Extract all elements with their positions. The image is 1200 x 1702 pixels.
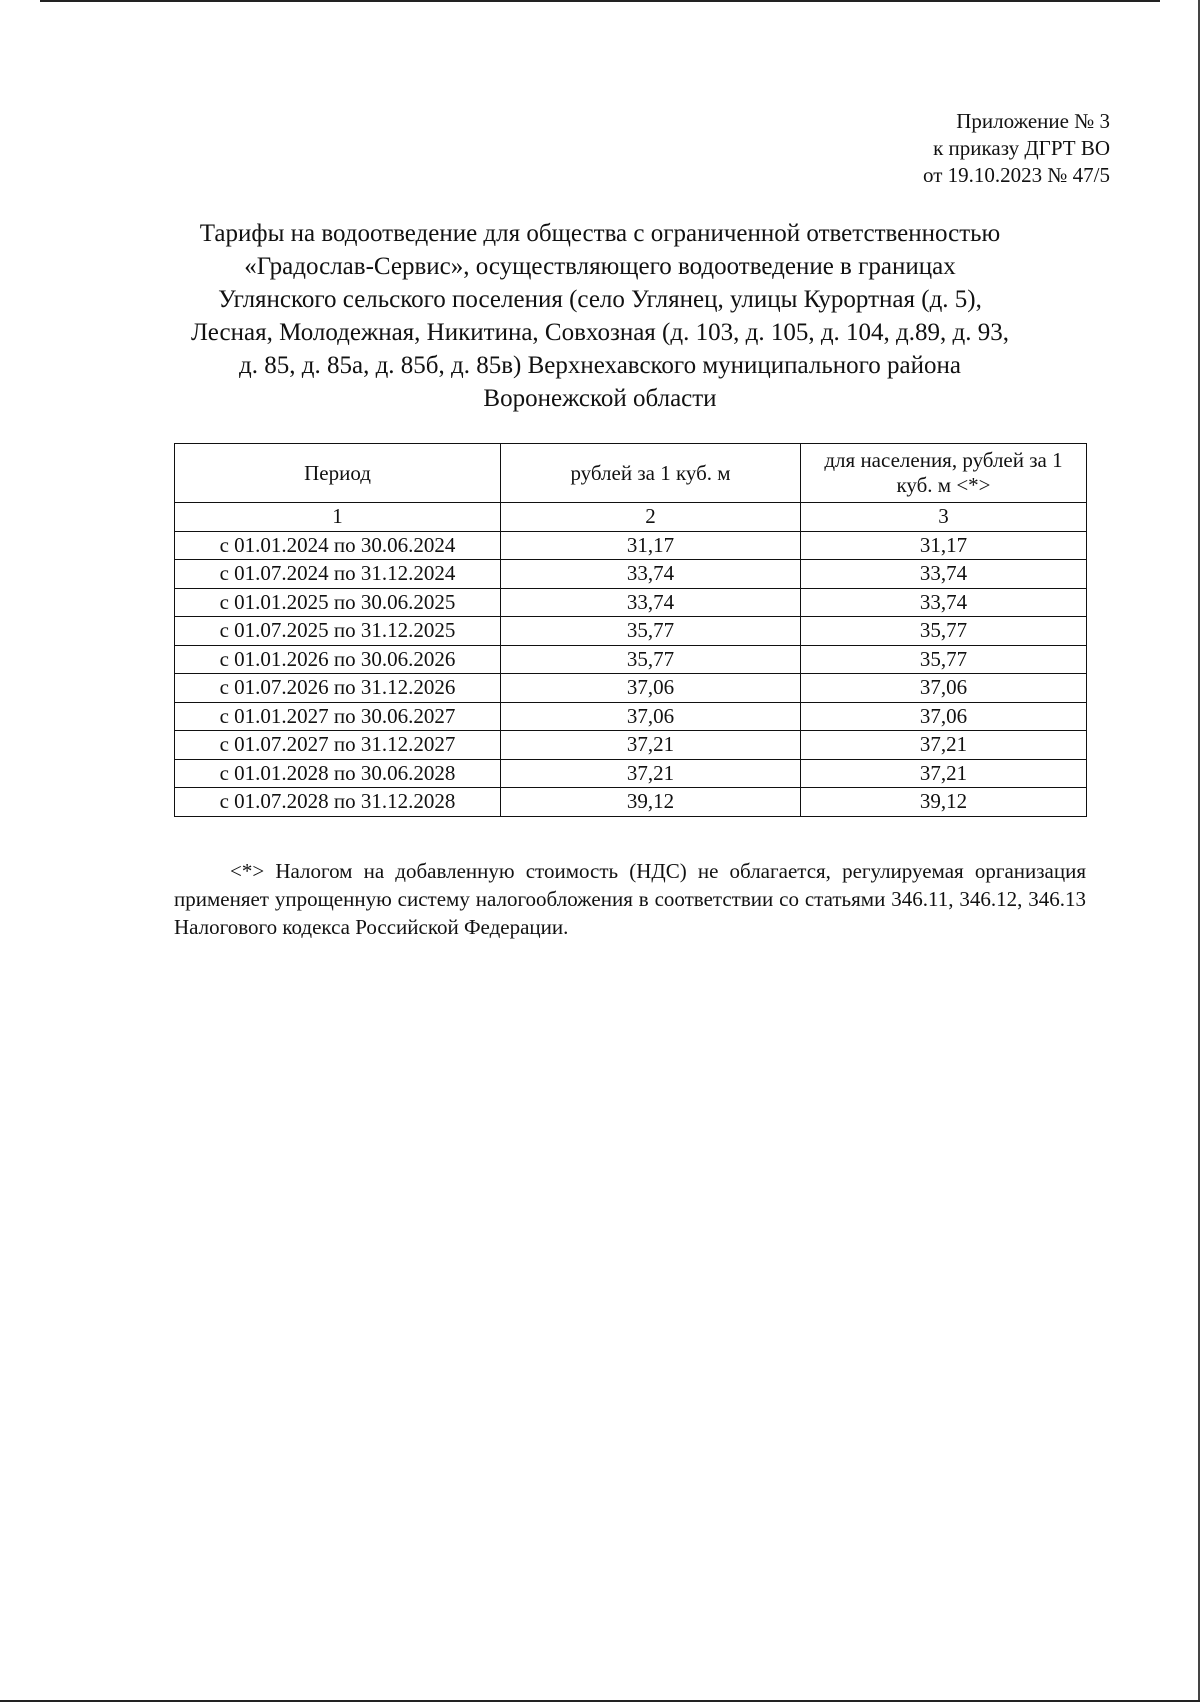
population-rate-cell: 35,77 [801,645,1087,674]
title-line-5: д. 85, д. 85а, д. 85б, д. 85в) Верхнехавского муниципального района [239,352,961,379]
population-rate-cell: 37,21 [801,731,1087,760]
document-title [150,217,1050,415]
tariff-table [174,443,1087,817]
period-cell: с 01.01.2026 по 30.06.2026 [175,645,501,674]
rate-cell: 37,06 [501,674,801,703]
population-rate-cell: 37,06 [801,674,1087,703]
rate-cell: 33,74 [501,588,801,617]
table-row [175,617,1087,646]
column-number: 2 [501,503,801,532]
rate-cell: 39,12 [501,788,801,817]
rate-cell: 37,21 [501,759,801,788]
table-row [175,731,1087,760]
period-cell: с 01.01.2027 по 30.06.2027 [175,702,501,731]
title-line-2: «Градослав-Сервис», осуществляющего водоотведение в границах [244,253,956,280]
appendix-reference [923,108,1110,189]
population-rate-cell: 37,06 [801,702,1087,731]
header-rub-per-m3: рублей за 1 куб. м [501,444,801,503]
rate-cell: 31,17 [501,531,801,560]
population-rate-cell: 37,21 [801,759,1087,788]
appendix-date: от 19.10.2023 № 47/5 [922,163,1110,187]
table-row [175,645,1087,674]
table-row [175,788,1087,817]
rate-cell: 37,06 [501,702,801,731]
header-population-rub-per-m3: для населения, рублей за 1 куб. м <*> [801,444,1087,503]
period-cell: с 01.07.2027 по 31.12.2027 [175,731,501,760]
column-number: 1 [175,503,501,532]
period-cell: с 01.01.2025 по 30.06.2025 [175,588,501,617]
table-row [175,702,1087,731]
table-header-row [175,444,1087,503]
table-row [175,588,1087,617]
title-line-3: Углянского сельского поселения (село Углянец, улицы Курортная (д. 5), [218,286,982,313]
title-line-1: Тарифы на водоотведение для общества с ограниченной ответственностью [199,220,1001,247]
period-cell: с 01.01.2028 по 30.06.2028 [175,759,501,788]
table-row [175,560,1087,589]
population-rate-cell: 33,74 [801,588,1087,617]
page-edge-top [40,0,1160,2]
population-rate-cell: 31,17 [801,531,1087,560]
rate-cell: 35,77 [501,617,801,646]
table-row [175,674,1087,703]
population-rate-cell: 35,77 [801,617,1087,646]
appendix-number: Приложение № 3 [956,109,1110,133]
header-period: Период [175,444,501,503]
rate-cell: 37,21 [501,731,801,760]
period-cell: с 01.07.2025 по 31.12.2025 [175,617,501,646]
table-column-number-row [175,503,1087,532]
appendix-order: к приказу ДГРТ ВО [933,136,1110,160]
period-cell: с 01.07.2026 по 31.12.2026 [175,674,501,703]
title-line-6: Воронежской области [483,385,717,412]
period-cell: с 01.01.2024 по 30.06.2024 [175,531,501,560]
period-cell: с 01.07.2028 по 31.12.2028 [175,788,501,817]
population-rate-cell: 39,12 [801,788,1087,817]
table-row [175,531,1087,560]
table-row [175,759,1087,788]
population-rate-cell: 33,74 [801,560,1087,589]
period-cell: с 01.07.2024 по 31.12.2024 [175,560,501,589]
title-line-4: Лесная, Молодежная, Никитина, Совхозная (д. 103, д. 105, д. 104, д.89, д. 93, [191,319,1009,346]
rate-cell: 33,74 [501,560,801,589]
rate-cell: 35,77 [501,645,801,674]
column-number: 3 [801,503,1087,532]
footnote-vat: <*> Налогом на добавленную стоимость (НДС) не облагается, регулируемая организация применяет упрощенную систему налогообложения в соответствии со статьями 346.11, 346.12, 346.13 Налогового кодекса Российской Федерации. [174,859,1086,939]
